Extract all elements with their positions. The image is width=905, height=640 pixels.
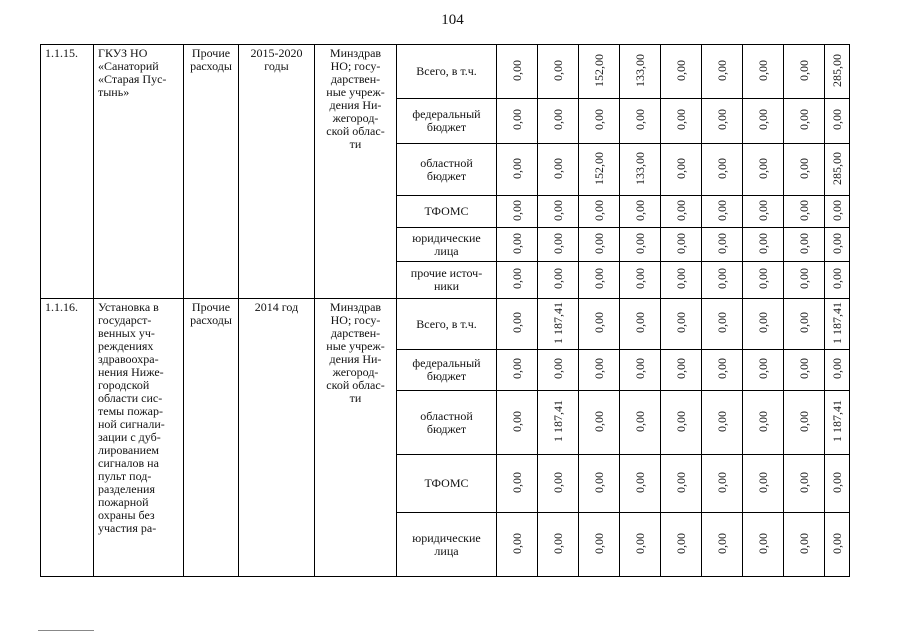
amount-cell [702,262,743,299]
amount-value: 285,00 [829,151,844,185]
amount-value: 0,00 [755,59,770,81]
amount-value: 0,00 [673,232,688,254]
amount-cell [497,350,538,391]
amount-cell [702,513,743,577]
amount-cell [702,455,743,513]
amount-cell [825,299,850,350]
amount-cell [579,513,620,577]
amount-cell [743,350,784,391]
funding-source: Всего, в т.ч. [397,45,497,99]
executor: Минздрав НО; госу- дарствен- ные учреж- дения Ни- жегород- ской облас- ти [315,299,397,577]
funding-source: прочие источ- ники [397,262,497,299]
amount-value: 0,00 [632,199,647,221]
amount-value: 0,00 [714,59,729,81]
amount-cell [784,350,825,391]
amount-value: 152,00 [591,53,606,87]
amount-value: 0,00 [829,268,844,289]
amount-value: 0,00 [796,532,811,554]
table-row [41,45,850,99]
amount-cell [538,350,579,391]
amount-cell [784,455,825,513]
amount-value: 0,00 [796,312,811,333]
amount-cell [538,228,579,262]
amount-value: 0,00 [755,157,770,179]
amount-cell [661,45,702,99]
amount-value: 0,00 [550,109,565,130]
amount-cell [579,262,620,299]
amount-cell [661,144,702,196]
amount-value: 0,00 [673,471,688,493]
amount-value: 0,00 [591,358,606,379]
funding-source: федеральный бюджет [397,350,497,391]
page-number: 104 [441,12,464,28]
amount-value: 0,00 [714,532,729,554]
amount-value: 0,00 [632,109,647,130]
amount-value: 1 187,41 [829,301,844,344]
amount-cell [825,196,850,228]
item-name: ГКУЗ НО «Санаторий «Старая Пус- тынь» [94,45,184,299]
expense-type: Прочие расходы [184,299,239,577]
amount-value: 285,00 [829,53,844,87]
amount-value: 0,00 [829,199,844,221]
amount-value: 0,00 [591,268,606,289]
funding-source: областной бюджет [397,391,497,455]
amount-cell [743,45,784,99]
amount-cell [538,99,579,144]
table-row [41,299,850,350]
amount-cell [743,144,784,196]
amount-cell [784,45,825,99]
amount-cell [784,262,825,299]
implementation-period: 2014 год [239,299,315,577]
implementation-period: 2015-2020 годы [239,45,315,299]
amount-value: 1 187,41 [550,301,565,344]
amount-cell [579,196,620,228]
amount-value: 0,00 [550,268,565,289]
amount-cell [702,391,743,455]
amount-value: 0,00 [714,471,729,493]
amount-cell [702,228,743,262]
amount-cell [743,299,784,350]
amount-cell [579,391,620,455]
footnote-divider [38,630,94,631]
amount-value: 0,00 [509,59,524,81]
amount-value: 0,00 [796,471,811,493]
amount-cell [579,144,620,196]
amount-cell [579,99,620,144]
amount-cell [702,99,743,144]
amount-value: 0,00 [509,358,524,379]
amount-value: 0,00 [550,532,565,554]
amount-value: 0,00 [550,199,565,221]
item-number: 1.1.15. [41,45,94,299]
amount-cell [661,228,702,262]
amount-cell [538,299,579,350]
amount-cell [702,196,743,228]
amount-value: 0,00 [632,358,647,379]
amount-cell [538,513,579,577]
amount-value: 0,00 [714,199,729,221]
amount-cell [784,391,825,455]
amount-cell [579,299,620,350]
amount-cell [743,99,784,144]
amount-value: 0,00 [714,109,729,130]
amount-value: 0,00 [829,358,844,379]
amount-cell [620,455,661,513]
amount-value: 0,00 [796,157,811,179]
amount-cell [620,513,661,577]
amount-value: 0,00 [714,312,729,333]
amount-cell [825,391,850,455]
amount-value: 0,00 [550,59,565,81]
amount-value: 0,00 [796,358,811,379]
amount-value: 0,00 [509,410,524,432]
amount-value: 0,00 [673,358,688,379]
amount-value: 0,00 [591,532,606,554]
executor: Минздрав НО; госу- дарствен- ные учреж- дения Ни- жегород- ской облас- ти [315,45,397,299]
amount-cell [661,99,702,144]
amount-value: 0,00 [509,268,524,289]
amount-cell [784,99,825,144]
amount-cell [497,144,538,196]
amount-value: 1 187,41 [550,400,565,442]
amount-cell [743,228,784,262]
funding-source: федеральный бюджет [397,99,497,144]
amount-cell [497,262,538,299]
amount-cell [702,144,743,196]
amount-cell [743,513,784,577]
amount-cell [784,513,825,577]
amount-cell [702,45,743,99]
amount-cell [743,455,784,513]
amount-cell [579,455,620,513]
amount-value: 0,00 [509,157,524,179]
amount-value: 0,00 [550,471,565,493]
amount-value: 0,00 [673,109,688,130]
amount-cell [620,45,661,99]
amount-value: 0,00 [509,199,524,221]
amount-cell [497,99,538,144]
amount-value: 0,00 [673,268,688,289]
amount-cell [784,196,825,228]
amount-cell [825,262,850,299]
budget-table [40,44,850,577]
amount-value: 0,00 [796,199,811,221]
amount-cell [661,513,702,577]
amount-value: 0,00 [673,532,688,554]
amount-cell [620,196,661,228]
amount-cell [620,262,661,299]
amount-cell [620,391,661,455]
amount-cell [497,299,538,350]
amount-value: 0,00 [714,410,729,432]
amount-cell [620,144,661,196]
amount-value: 0,00 [591,199,606,221]
amount-value: 1 187,41 [829,400,844,442]
amount-cell [825,99,850,144]
amount-value: 0,00 [591,109,606,130]
amount-cell [784,228,825,262]
amount-cell [497,513,538,577]
amount-value: 0,00 [755,199,770,221]
amount-cell [579,350,620,391]
amount-value: 0,00 [755,232,770,254]
amount-value: 0,00 [673,199,688,221]
amount-value: 0,00 [509,532,524,554]
amount-cell [825,455,850,513]
amount-value: 0,00 [673,157,688,179]
amount-value: 0,00 [509,471,524,493]
amount-value: 0,00 [591,471,606,493]
amount-value: 0,00 [632,312,647,333]
amount-value: 0,00 [714,232,729,254]
amount-cell [825,45,850,99]
amount-value: 0,00 [829,232,844,254]
amount-value: 0,00 [796,410,811,432]
amount-value: 0,00 [755,532,770,554]
amount-value: 0,00 [673,312,688,333]
amount-cell [497,391,538,455]
amount-value: 0,00 [550,157,565,179]
amount-cell [661,299,702,350]
amount-value: 133,00 [632,53,647,87]
amount-cell [497,45,538,99]
amount-cell [743,196,784,228]
amount-value: 0,00 [673,410,688,432]
amount-cell [620,228,661,262]
amount-cell [825,513,850,577]
amount-cell [538,144,579,196]
amount-value: 0,00 [509,312,524,333]
amount-value: 0,00 [673,59,688,81]
amount-cell [784,144,825,196]
amount-value: 0,00 [591,312,606,333]
amount-value: 0,00 [796,232,811,254]
amount-cell [661,262,702,299]
amount-value: 0,00 [591,232,606,254]
amount-cell [661,455,702,513]
amount-value: 0,00 [755,410,770,432]
amount-value: 0,00 [796,268,811,289]
amount-cell [743,391,784,455]
amount-cell [661,391,702,455]
amount-value: 0,00 [632,232,647,254]
amount-value: 0,00 [632,532,647,554]
amount-value: 0,00 [550,358,565,379]
amount-value: 0,00 [755,358,770,379]
expense-type: Прочие расходы [184,45,239,299]
amount-value: 0,00 [796,59,811,81]
funding-source: ТФОМС [397,196,497,228]
amount-value: 0,00 [755,268,770,289]
amount-cell [620,299,661,350]
amount-value: 0,00 [829,109,844,130]
amount-cell [538,391,579,455]
amount-value: 0,00 [591,410,606,432]
amount-cell [538,262,579,299]
amount-value: 0,00 [632,410,647,432]
amount-cell [538,455,579,513]
amount-value: 0,00 [829,532,844,554]
amount-cell [702,299,743,350]
amount-value: 0,00 [509,232,524,254]
amount-cell [661,350,702,391]
amount-cell [784,299,825,350]
funding-source: областной бюджет [397,144,497,196]
funding-source: ТФОМС [397,455,497,513]
amount-cell [579,45,620,99]
amount-value: 0,00 [632,471,647,493]
amount-value: 0,00 [714,157,729,179]
amount-value: 0,00 [829,471,844,493]
amount-value: 0,00 [714,358,729,379]
amount-value: 0,00 [755,109,770,130]
funding-source: юридические лица [397,228,497,262]
amount-value: 0,00 [632,268,647,289]
amount-cell [661,196,702,228]
item-number: 1.1.16. [41,299,94,577]
amount-cell [497,228,538,262]
amount-cell [620,99,661,144]
item-name: Установка в государст- венных уч- реждениях здравоохра- нения Ниже- городской области сис- темы пожар- ной сигнали- зации с дуб- лированием сигналов на пульт под- разделения пожарной охраны без участия ра- [94,299,184,577]
amount-cell [743,262,784,299]
amount-value: 0,00 [796,109,811,130]
amount-cell [825,228,850,262]
amount-cell [497,455,538,513]
amount-cell [702,350,743,391]
amount-value: 133,00 [632,151,647,185]
amount-cell [620,350,661,391]
funding-source: Всего, в т.ч. [397,299,497,350]
amount-cell [538,45,579,99]
amount-value: 0,00 [509,109,524,130]
amount-cell [538,196,579,228]
amount-cell [825,350,850,391]
amount-value: 0,00 [755,471,770,493]
funding-source: юридические лица [397,513,497,577]
amount-value: 0,00 [550,232,565,254]
amount-cell [825,144,850,196]
amount-cell [579,228,620,262]
amount-cell [497,196,538,228]
amount-value: 0,00 [714,268,729,289]
amount-value: 152,00 [591,151,606,185]
amount-value: 0,00 [755,312,770,333]
